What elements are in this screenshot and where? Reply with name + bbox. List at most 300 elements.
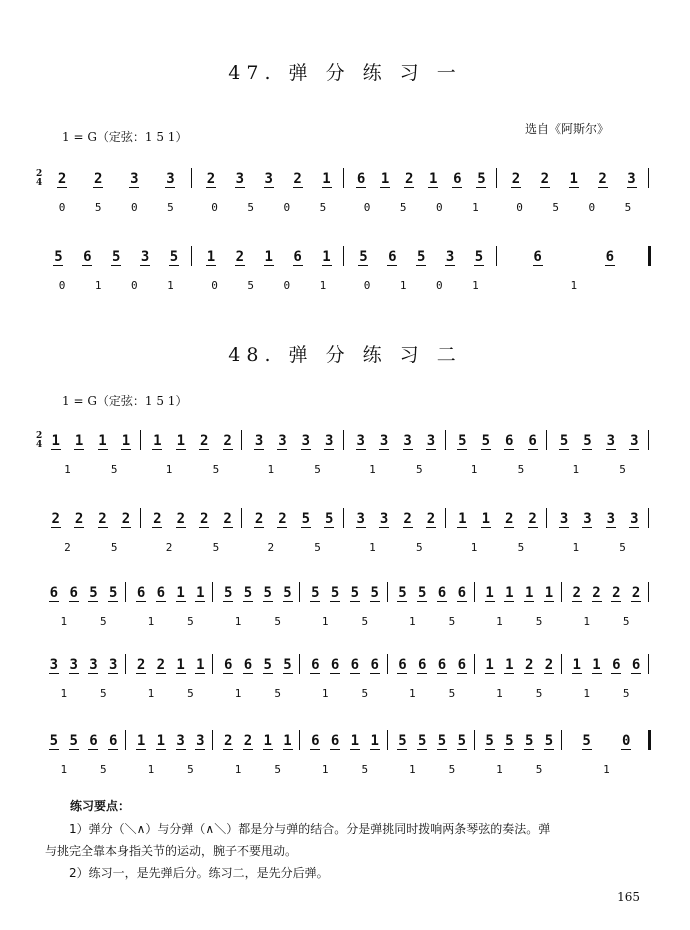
note: 2 xyxy=(156,657,166,673)
note: 1 xyxy=(176,657,185,673)
measure xyxy=(40,194,193,214)
measure xyxy=(345,456,447,476)
bass-staff xyxy=(40,534,650,554)
bass-staff xyxy=(40,608,650,628)
note: 1 xyxy=(94,279,102,292)
bar-line xyxy=(496,168,497,188)
note: 2 xyxy=(74,511,84,527)
note: 2 xyxy=(267,541,275,554)
note: 5 xyxy=(481,433,491,449)
note: 1 xyxy=(496,615,503,628)
note: 1 xyxy=(603,763,610,776)
note: 1 xyxy=(147,763,155,776)
note: 2 xyxy=(403,511,412,527)
measure xyxy=(40,756,127,776)
practice-point-2: 2）练习一，是先弹后分。练习二，是先分后弹。 xyxy=(69,866,329,880)
note: 2 xyxy=(98,511,107,527)
note: 3 xyxy=(630,433,639,449)
note: 5 xyxy=(112,249,121,265)
note: 1 xyxy=(121,433,131,449)
measure xyxy=(389,608,476,628)
measure xyxy=(345,272,498,292)
note: 5 xyxy=(622,687,630,700)
measure xyxy=(127,608,214,628)
note: 0 xyxy=(58,279,66,292)
bar-line xyxy=(546,508,547,528)
measure xyxy=(193,168,346,188)
measure xyxy=(301,680,388,700)
measure xyxy=(389,756,476,776)
note: 6 xyxy=(356,171,366,187)
note: 5 xyxy=(485,733,494,749)
measure xyxy=(447,456,549,476)
practice-point-1: 1）弹分（＼∧）与分弹（∧＼）都是分与弹的结合。分是弹挑同时拨响两条琴弦的奏法。弹 xyxy=(69,822,551,836)
note: 0 xyxy=(436,279,443,292)
note: 1 xyxy=(74,433,84,449)
time-signature: 2 4 xyxy=(36,169,43,188)
measure xyxy=(127,680,214,700)
measure xyxy=(345,430,447,450)
note: 2 xyxy=(199,433,209,449)
note: 6 xyxy=(330,733,340,749)
note: 1 xyxy=(350,733,360,749)
exercise-47-title: 47. 弹 分 练 习 一 xyxy=(228,62,462,84)
note: 6 xyxy=(89,733,98,749)
note: 3 xyxy=(301,433,311,449)
note: 3 xyxy=(379,511,389,527)
note: 1 xyxy=(263,733,272,749)
note: 5 xyxy=(622,615,630,628)
measure xyxy=(389,680,476,700)
note: 1 xyxy=(399,279,407,292)
note: 5 xyxy=(263,585,272,601)
note: 5 xyxy=(517,463,525,476)
note: 2 xyxy=(254,511,264,527)
note: 5 xyxy=(263,657,272,673)
note: 3 xyxy=(176,733,185,749)
measure xyxy=(563,582,650,602)
bar-line xyxy=(474,582,475,602)
measure xyxy=(563,608,650,628)
note: 1 xyxy=(167,279,174,292)
measure xyxy=(40,608,127,628)
melody-staff xyxy=(40,730,650,750)
measure xyxy=(40,272,193,292)
note: 5 xyxy=(619,463,626,476)
measure xyxy=(40,168,193,188)
measure xyxy=(40,456,142,476)
measure xyxy=(243,508,345,528)
note: 3 xyxy=(254,433,264,449)
measure xyxy=(476,680,563,700)
note: 1 xyxy=(472,201,479,214)
measure xyxy=(142,456,244,476)
note: 6 xyxy=(136,585,146,601)
note: 1 xyxy=(60,687,68,700)
note: 6 xyxy=(605,249,615,265)
note: 1 xyxy=(583,615,590,628)
note: 1 xyxy=(569,171,578,187)
note: 6 xyxy=(109,733,118,749)
measure xyxy=(40,730,127,750)
note: 5 xyxy=(582,733,591,749)
note: 5 xyxy=(524,733,534,749)
note: 3 xyxy=(403,433,412,449)
note: 1 xyxy=(60,763,68,776)
note: 0 xyxy=(211,279,218,292)
measure xyxy=(498,168,651,188)
note: 6 xyxy=(83,249,92,265)
measure xyxy=(127,582,214,602)
measure xyxy=(345,534,447,554)
bar-line xyxy=(212,730,213,750)
measure xyxy=(40,508,142,528)
note: 5 xyxy=(187,687,194,700)
note: 1 xyxy=(409,763,416,776)
note: 1 xyxy=(380,171,390,187)
melody-staff xyxy=(40,582,650,602)
note: 5 xyxy=(457,733,467,749)
note: 1 xyxy=(485,585,494,601)
note: 1 xyxy=(267,463,275,476)
bass-staff xyxy=(40,680,650,700)
note: 3 xyxy=(426,433,436,449)
measure xyxy=(127,654,214,674)
note: 6 xyxy=(418,657,427,673)
note: 2 xyxy=(612,585,621,601)
note: 1 xyxy=(496,687,503,700)
measure xyxy=(40,582,127,602)
note: 3 xyxy=(379,433,389,449)
note: 6 xyxy=(370,657,379,673)
note: 5 xyxy=(535,687,543,700)
note: 5 xyxy=(212,541,220,554)
note: 5 xyxy=(624,201,632,214)
note: 5 xyxy=(54,249,63,265)
note: 2 xyxy=(544,657,554,673)
measure xyxy=(498,246,651,266)
note: 0 xyxy=(436,201,443,214)
note: 5 xyxy=(110,541,118,554)
note: 5 xyxy=(398,585,407,601)
measure xyxy=(476,608,563,628)
measure xyxy=(476,730,563,750)
measure xyxy=(243,534,345,554)
note: 5 xyxy=(187,763,194,776)
note: 2 xyxy=(404,171,414,187)
note: 5 xyxy=(223,585,233,601)
note: 1 xyxy=(283,733,292,749)
note: 3 xyxy=(109,657,118,673)
bar-line xyxy=(648,430,649,450)
note: 3 xyxy=(166,171,175,187)
measure xyxy=(447,430,549,450)
note: 6 xyxy=(311,657,320,673)
note: 5 xyxy=(474,249,484,265)
note: 1 xyxy=(51,433,60,449)
note: 3 xyxy=(445,249,455,265)
note: 5 xyxy=(319,201,327,214)
note: 2 xyxy=(57,171,67,187)
measure xyxy=(548,430,650,450)
note: 5 xyxy=(544,733,554,749)
bar-line xyxy=(140,508,141,528)
measure xyxy=(142,534,244,554)
note: 1 xyxy=(572,463,580,476)
bar-line xyxy=(299,582,300,602)
exercise-48-title: 48. 弹 分 练 习 二 xyxy=(228,344,462,366)
bar-line xyxy=(140,430,141,450)
note: 0 xyxy=(363,279,371,292)
note: 2 xyxy=(293,171,302,187)
note: 2 xyxy=(93,171,103,187)
note: 2 xyxy=(64,541,71,554)
note: 2 xyxy=(199,511,209,527)
note: 5 xyxy=(448,763,456,776)
exercise-48-key: 1 = G（定弦：1 5 1） xyxy=(62,394,188,408)
bass-staff xyxy=(40,194,650,214)
note: 5 xyxy=(274,763,281,776)
measure xyxy=(214,654,301,674)
exercise-47-source: 选自《阿斯尔》 xyxy=(525,122,610,136)
note: 0 xyxy=(363,201,371,214)
note: 1 xyxy=(147,615,155,628)
bass-staff xyxy=(40,272,650,292)
note: 1 xyxy=(496,763,503,776)
note: 1 xyxy=(524,585,534,601)
bar-line xyxy=(387,730,388,750)
bar-line xyxy=(387,582,388,602)
note: 5 xyxy=(552,201,559,214)
measure xyxy=(214,582,301,602)
note: 1 xyxy=(64,463,71,476)
note: 5 xyxy=(311,585,320,601)
measure xyxy=(214,608,301,628)
measure xyxy=(548,456,650,476)
note: 2 xyxy=(223,511,232,527)
note: 1 xyxy=(136,733,146,749)
note: 1 xyxy=(165,463,173,476)
note: 3 xyxy=(559,511,569,527)
measure xyxy=(127,730,214,750)
note: 1 xyxy=(234,763,242,776)
note: 0 xyxy=(211,201,218,214)
note: 2 xyxy=(153,511,162,527)
note: 2 xyxy=(243,733,253,749)
measure xyxy=(447,534,549,554)
note: 0 xyxy=(621,733,631,749)
note: 5 xyxy=(370,585,379,601)
bass-staff xyxy=(40,456,650,476)
measure xyxy=(243,456,345,476)
note: 5 xyxy=(448,687,456,700)
note: 3 xyxy=(196,733,205,749)
bar-line xyxy=(299,654,300,674)
measure xyxy=(476,654,563,674)
note: 1 xyxy=(370,733,379,749)
bar-line xyxy=(212,654,213,674)
note: 6 xyxy=(243,657,253,673)
measure xyxy=(214,756,301,776)
bar-line xyxy=(191,168,192,188)
note: 5 xyxy=(361,763,369,776)
measure xyxy=(498,272,651,292)
melody-staff xyxy=(40,430,650,450)
time-signature: 2 4 xyxy=(36,431,43,450)
measure xyxy=(142,430,244,450)
note: 1 xyxy=(592,657,601,673)
note: 1 xyxy=(583,687,590,700)
bar-line xyxy=(648,246,651,266)
note: 1 xyxy=(156,733,166,749)
bar-line xyxy=(561,730,562,750)
note: 5 xyxy=(418,733,427,749)
measure xyxy=(345,246,498,266)
note: 1 xyxy=(147,687,155,700)
note: 1 xyxy=(458,511,467,527)
measure xyxy=(345,168,498,188)
bar-line xyxy=(191,246,192,266)
note: 5 xyxy=(399,201,407,214)
measure xyxy=(389,654,476,674)
note: 2 xyxy=(592,585,601,601)
measure xyxy=(40,430,142,450)
measure xyxy=(142,508,244,528)
note: 6 xyxy=(437,657,447,673)
note: 1 xyxy=(60,615,68,628)
note: 5 xyxy=(330,585,340,601)
measure xyxy=(301,654,388,674)
note: 5 xyxy=(301,511,311,527)
note: 6 xyxy=(223,657,233,673)
measure xyxy=(345,508,447,528)
note: 2 xyxy=(524,657,534,673)
note: 2 xyxy=(598,171,607,187)
measure xyxy=(389,730,476,750)
note: 1 xyxy=(572,657,581,673)
note: 6 xyxy=(457,585,467,601)
note: 5 xyxy=(100,615,107,628)
note: 1 xyxy=(98,433,107,449)
measure xyxy=(548,534,650,554)
note: 3 xyxy=(49,657,59,673)
note: 5 xyxy=(212,463,220,476)
note: 1 xyxy=(319,279,327,292)
bar-line xyxy=(343,246,344,266)
note: 5 xyxy=(361,687,369,700)
note: 5 xyxy=(187,615,194,628)
bar-line xyxy=(241,508,242,528)
note: 3 xyxy=(69,657,78,673)
note: 2 xyxy=(51,511,60,527)
note: 2 xyxy=(121,511,131,527)
bar-line xyxy=(387,654,388,674)
note: 6 xyxy=(528,433,537,449)
note: 1 xyxy=(264,249,273,265)
bar-line xyxy=(241,430,242,450)
note: 5 xyxy=(583,433,592,449)
note: 1 xyxy=(470,541,478,554)
note: 1 xyxy=(572,541,580,554)
note: 5 xyxy=(477,171,486,187)
bar-line xyxy=(474,730,475,750)
note: 3 xyxy=(583,511,592,527)
measure xyxy=(40,680,127,700)
bar-line xyxy=(648,168,649,188)
note: 5 xyxy=(361,615,369,628)
bass-staff xyxy=(40,756,650,776)
note: 2 xyxy=(223,733,233,749)
note: 1 xyxy=(472,279,479,292)
note: 1 xyxy=(544,585,554,601)
note: 1 xyxy=(369,463,376,476)
bar-line xyxy=(445,430,446,450)
measure xyxy=(193,194,346,214)
note: 3 xyxy=(140,249,150,265)
note: 1 xyxy=(505,585,514,601)
measure xyxy=(563,756,650,776)
measure xyxy=(40,654,127,674)
measure xyxy=(214,680,301,700)
note: 1 xyxy=(429,171,438,187)
note: 5 xyxy=(517,541,525,554)
bar-line xyxy=(496,246,497,266)
note: 1 xyxy=(196,657,205,673)
note: 5 xyxy=(167,201,174,214)
note: 1 xyxy=(321,687,329,700)
note: 2 xyxy=(572,585,581,601)
note: 2 xyxy=(426,511,436,527)
measure xyxy=(243,430,345,450)
measure xyxy=(127,756,214,776)
note: 5 xyxy=(100,763,107,776)
note: 5 xyxy=(274,687,281,700)
note: 6 xyxy=(330,657,340,673)
melody-staff xyxy=(40,654,650,674)
note: 6 xyxy=(350,657,360,673)
note: 3 xyxy=(89,657,98,673)
measure xyxy=(498,194,651,214)
note: 6 xyxy=(437,585,447,601)
measure xyxy=(193,246,346,266)
practice-points-heading: 练习要点： xyxy=(70,799,131,813)
note: 5 xyxy=(559,433,569,449)
note: 2 xyxy=(540,171,550,187)
note: 5 xyxy=(325,511,334,527)
note: 3 xyxy=(264,171,273,187)
note: 5 xyxy=(109,585,118,601)
note: 3 xyxy=(235,171,245,187)
note: 2 xyxy=(176,511,185,527)
note: 5 xyxy=(448,615,456,628)
measure xyxy=(389,582,476,602)
practice-point-1-cont: 与挑完全靠本身指关节的运动，腕子不要甩动。 xyxy=(45,844,298,858)
note: 5 xyxy=(417,249,426,265)
note: 5 xyxy=(359,249,368,265)
note: 0 xyxy=(283,201,291,214)
bar-line xyxy=(445,508,446,528)
note: 6 xyxy=(49,585,59,601)
note: 3 xyxy=(627,171,636,187)
note: 5 xyxy=(243,585,253,601)
measure xyxy=(40,246,193,266)
note: 3 xyxy=(606,511,616,527)
note: 5 xyxy=(350,585,360,601)
measure xyxy=(301,608,388,628)
note: 6 xyxy=(453,171,462,187)
note: 3 xyxy=(356,511,365,527)
exercise-47-key: 1 = G（定弦：1 5 1） xyxy=(62,130,188,144)
